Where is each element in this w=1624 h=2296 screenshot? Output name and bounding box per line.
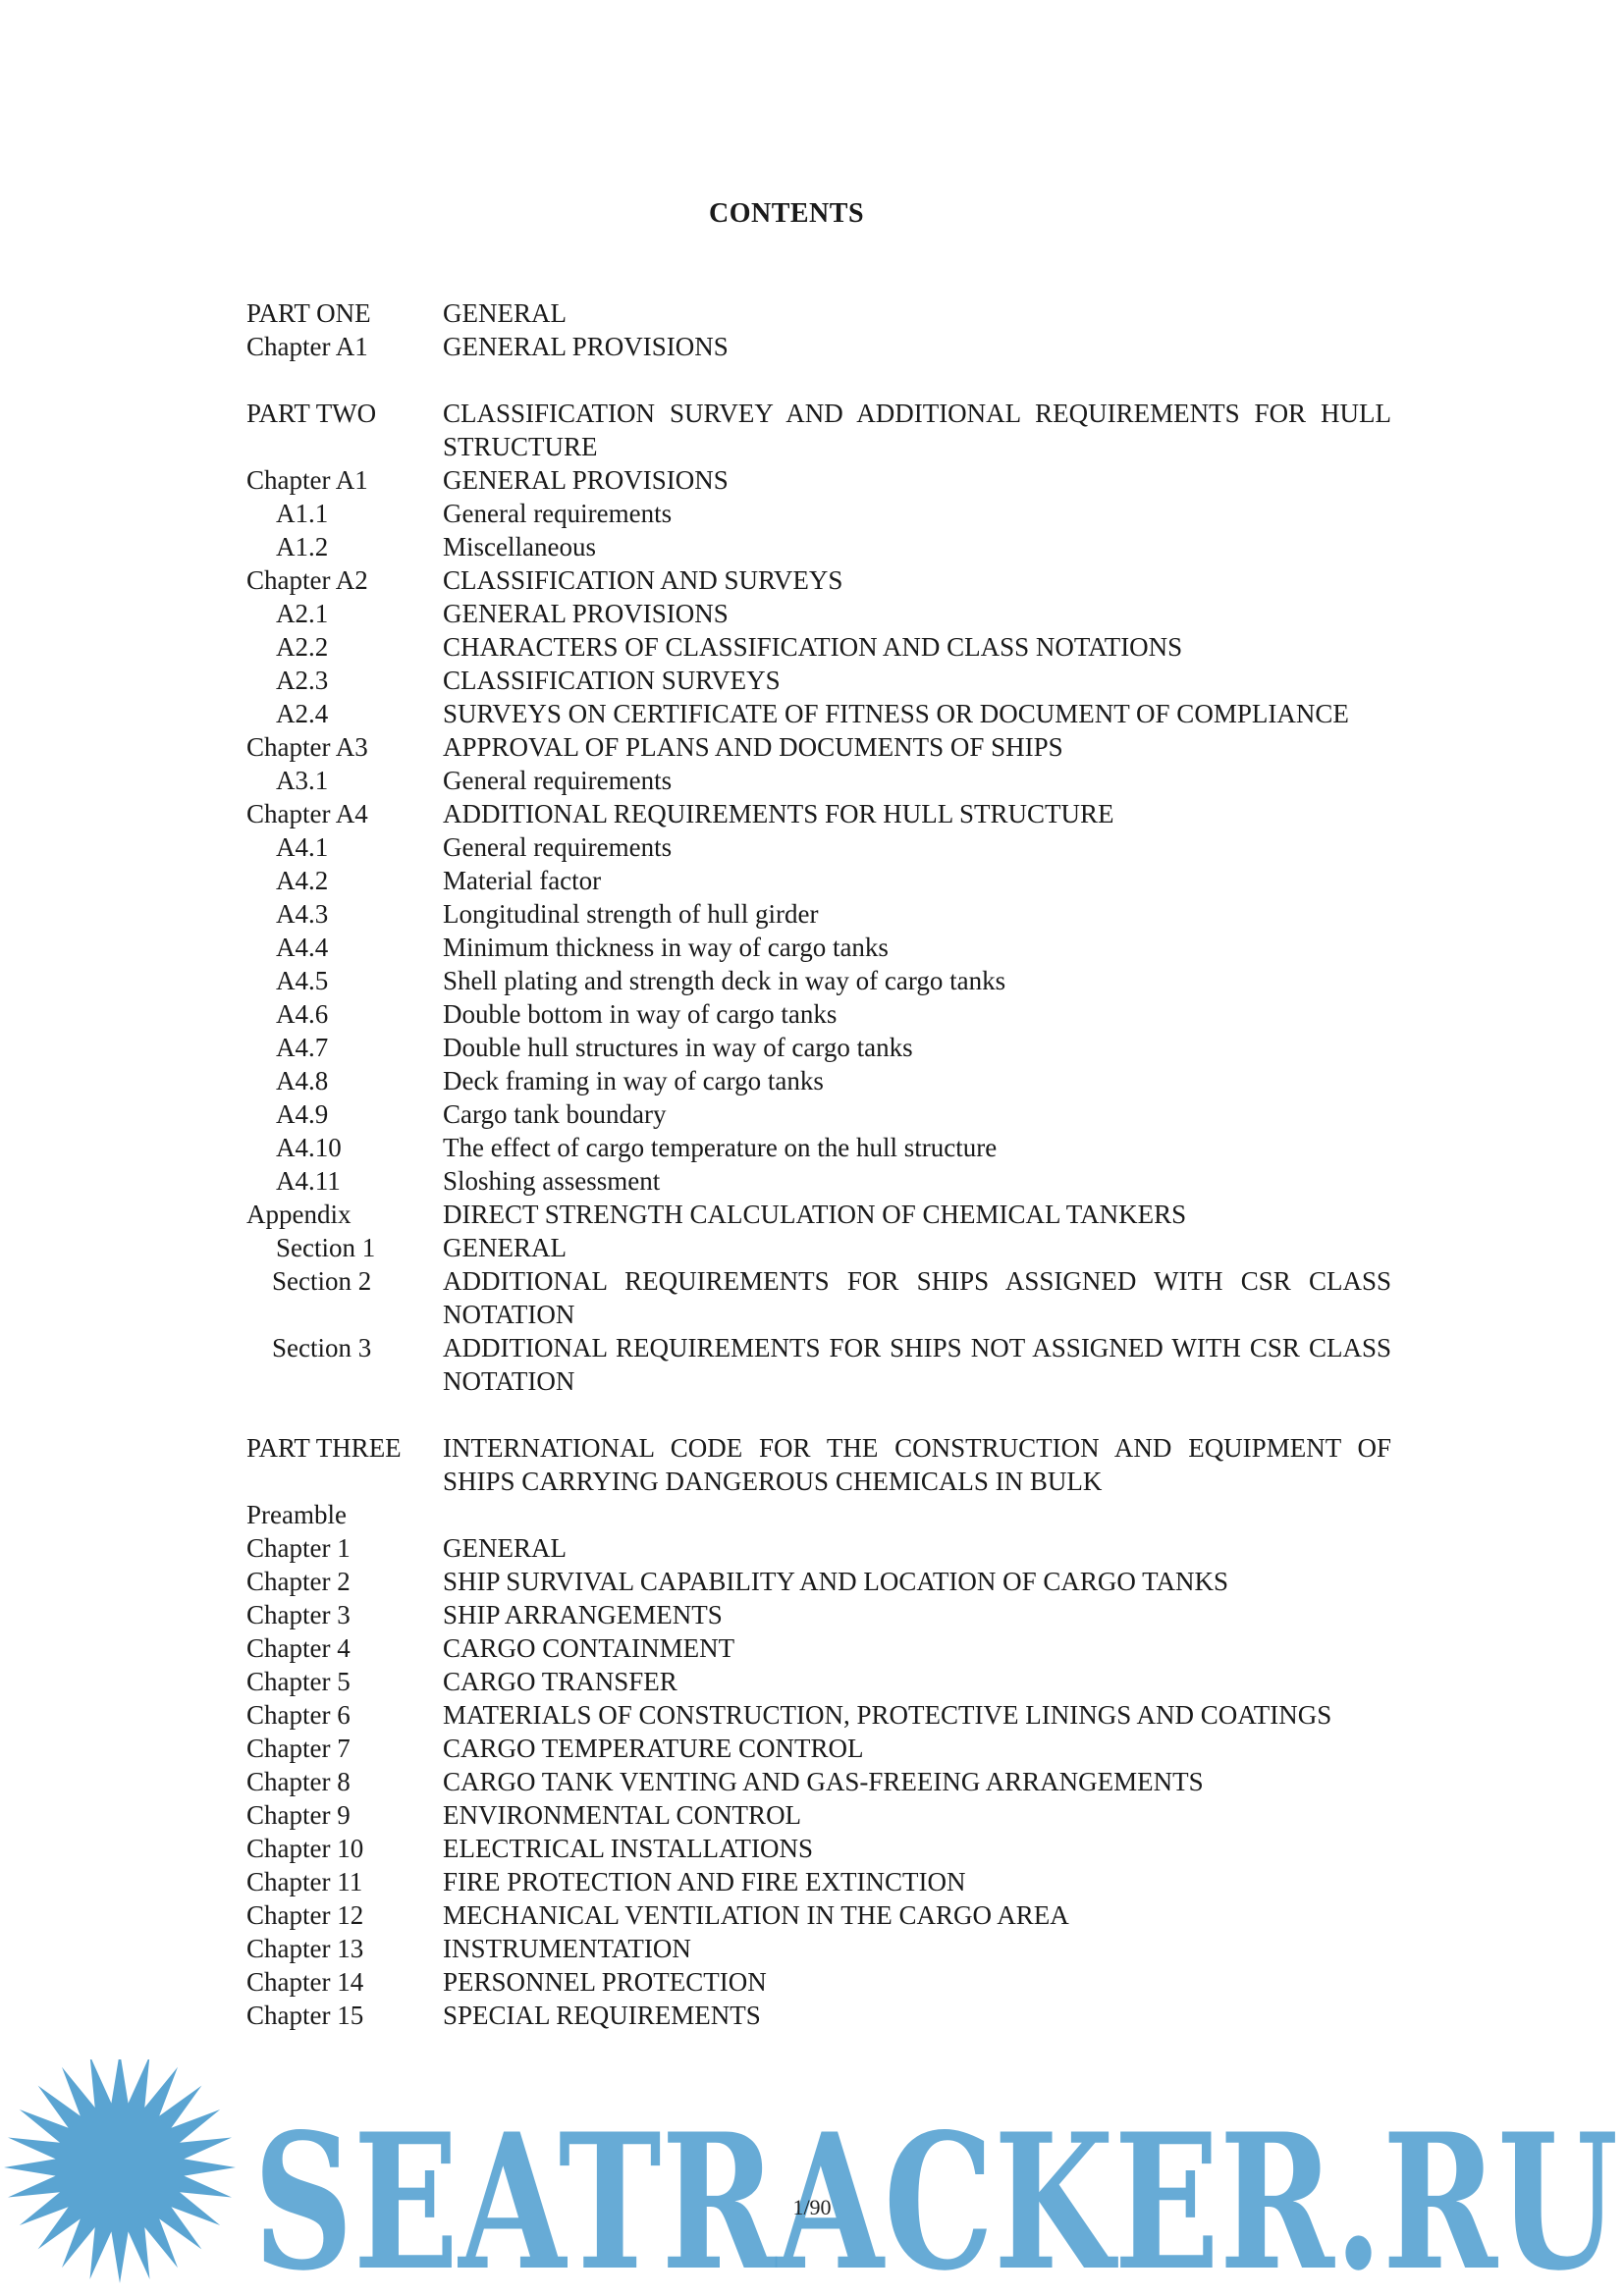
- toc-chapter: [246, 1531, 1391, 1565]
- toc-label: Chapter A4: [246, 799, 368, 828]
- toc-title: [443, 1498, 1391, 1531]
- toc-label: Chapter 11: [246, 1867, 363, 1896]
- toc-chapter: [246, 1598, 1391, 1631]
- toc-section: [246, 1264, 1391, 1331]
- toc-chapter: [246, 1698, 1391, 1732]
- toc-chapter: [246, 1932, 1391, 1965]
- toc-section: [246, 530, 1391, 563]
- sun-burst-icon: [4, 2059, 236, 2283]
- toc-title: Longitudinal strength of hull girder: [443, 899, 819, 929]
- toc-title: General requirements: [443, 499, 673, 528]
- toc-title: CARGO TANK VENTING AND GAS-FREEING ARRANGEMENTS: [443, 1767, 1204, 1796]
- toc-title: ADDITIONAL REQUIREMENTS FOR SHIPS ASSIGNED WITH CSR CLASS NOTATION: [443, 1266, 1391, 1329]
- toc-chapter: [246, 1798, 1391, 1832]
- toc-label: Chapter 4: [246, 1633, 351, 1663]
- toc-label: A2.3: [276, 666, 329, 695]
- toc-title: ADDITIONAL REQUIREMENTS FOR HULL STRUCTURE: [443, 799, 1114, 828]
- toc-label: A4.10: [276, 1133, 342, 1162]
- toc-title: Double bottom in way of cargo tanks: [443, 999, 838, 1029]
- page-title: CONTENTS: [708, 198, 865, 229]
- toc-section: [246, 1031, 1391, 1064]
- toc-label: Chapter 3: [246, 1600, 351, 1629]
- toc-section: [246, 997, 1391, 1031]
- toc-section: [246, 1231, 1391, 1264]
- toc-section: [246, 664, 1391, 697]
- toc-chapter: [246, 1732, 1391, 1765]
- toc-label: Chapter A2: [246, 565, 368, 595]
- toc-label: A4.2: [276, 866, 329, 895]
- toc-label: A2.2: [276, 632, 329, 662]
- toc-label: A4.8: [276, 1066, 329, 1095]
- toc-section: [246, 697, 1391, 730]
- toc-label: Section 2: [272, 1266, 372, 1296]
- toc-title: CLASSIFICATION SURVEYS: [443, 666, 781, 695]
- toc-title: Deck framing in way of cargo tanks: [443, 1066, 824, 1095]
- toc-label: A4.5: [276, 966, 329, 995]
- toc-chapter: [246, 1865, 1391, 1898]
- toc-label: A4.6: [276, 999, 329, 1029]
- toc-label: PART THREE: [246, 1433, 402, 1463]
- toc-section: [246, 764, 1391, 797]
- toc-section: [246, 630, 1391, 664]
- toc-label: Chapter 15: [246, 2001, 364, 2030]
- toc-title: INTERNATIONAL CODE FOR THE CONSTRUCTION AND EQUIPMENT OF SHIPS CARRYING DANGEROUS CHEMICALS IN BULK: [443, 1433, 1391, 1496]
- watermark-logo: [0, 2059, 1624, 2296]
- toc-label: A3.1: [276, 766, 329, 795]
- toc-label: PART ONE: [246, 298, 371, 328]
- toc-chapter: [246, 1832, 1391, 1865]
- toc-title: SURVEYS ON CERTIFICATE OF FITNESS OR DOCUMENT OF COMPLIANCE: [443, 699, 1349, 728]
- toc-chapter: [246, 1565, 1391, 1598]
- toc-section: [246, 1164, 1391, 1198]
- toc-label: A4.9: [276, 1099, 329, 1129]
- toc-label: A4.4: [276, 933, 329, 962]
- toc-chapter: [246, 330, 1391, 363]
- toc-label: Chapter 6: [246, 1700, 351, 1730]
- toc-label: PART TWO: [246, 399, 377, 428]
- toc-title: GENERAL PROVISIONS: [443, 465, 729, 495]
- toc-label: Chapter 7: [246, 1734, 351, 1763]
- toc-label: A1.1: [276, 499, 329, 528]
- toc-label: Chapter 8: [246, 1767, 351, 1796]
- toc-title: MECHANICAL VENTILATION IN THE CARGO AREA: [443, 1900, 1069, 1930]
- toc-section: [246, 897, 1391, 931]
- toc-section: [246, 830, 1391, 864]
- toc-label: A4.3: [276, 899, 329, 929]
- toc-label: A4.1: [276, 832, 329, 862]
- toc-title: APPROVAL OF PLANS AND DOCUMENTS OF SHIPS: [443, 732, 1063, 762]
- toc-title: SHIP SURVIVAL CAPABILITY AND LOCATION OF CARGO TANKS: [443, 1567, 1229, 1596]
- toc-title: GENERAL: [443, 1233, 567, 1262]
- toc-title: PERSONNEL PROTECTION: [443, 1967, 767, 1997]
- toc-label: Section 3: [272, 1333, 372, 1362]
- toc-label: Chapter 10: [246, 1834, 364, 1863]
- toc-part-heading: [246, 1431, 1391, 1498]
- toc-title: GENERAL: [443, 298, 567, 328]
- toc-title: Material factor: [443, 866, 602, 895]
- toc-title: SPECIAL REQUIREMENTS: [443, 2001, 761, 2030]
- toc-section: [246, 864, 1391, 897]
- toc-title: The effect of cargo temperature on the hull structure: [443, 1133, 998, 1162]
- toc-label: Appendix: [246, 1200, 352, 1229]
- toc-chapter: [246, 1999, 1391, 2032]
- page-number: 1/90: [792, 2195, 832, 2219]
- toc-chapter: [246, 730, 1391, 764]
- toc-title: ENVIRONMENTAL CONTROL: [443, 1800, 802, 1830]
- toc-label: Section 1: [276, 1233, 376, 1262]
- toc-title: INSTRUMENTATION: [443, 1934, 691, 1963]
- toc-title: ADDITIONAL REQUIREMENTS FOR SHIPS NOT ASSIGNED WITH CSR CLASS NOTATION: [443, 1333, 1391, 1396]
- toc-label: Preamble: [246, 1500, 347, 1529]
- toc-title: GENERAL PROVISIONS: [443, 332, 729, 361]
- toc-title: Cargo tank boundary: [443, 1099, 667, 1129]
- toc-label: Chapter 9: [246, 1800, 351, 1830]
- toc-title: CHARACTERS OF CLASSIFICATION AND CLASS NOTATIONS: [443, 632, 1183, 662]
- toc-chapter: [246, 1898, 1391, 1932]
- toc-section: [246, 1097, 1391, 1131]
- toc-title: CARGO TRANSFER: [443, 1667, 677, 1696]
- toc-section: [246, 1064, 1391, 1097]
- toc-label: Chapter 12: [246, 1900, 364, 1930]
- toc-label: Chapter A1: [246, 332, 368, 361]
- toc-title: CLASSIFICATION SURVEY AND ADDITIONAL REQUIREMENTS FOR HULL STRUCTURE: [443, 399, 1391, 461]
- toc-title: FIRE PROTECTION AND FIRE EXTINCTION: [443, 1867, 966, 1896]
- toc-section: [246, 1331, 1391, 1398]
- toc-label: Chapter 14: [246, 1967, 364, 1997]
- toc-title: CARGO TEMPERATURE CONTROL: [443, 1734, 864, 1763]
- toc-label: Chapter 2: [246, 1567, 351, 1596]
- toc-section: [246, 497, 1391, 530]
- toc-title: SHIP ARRANGEMENTS: [443, 1600, 723, 1629]
- toc-title: General requirements: [443, 832, 673, 862]
- toc-chapter: [246, 1965, 1391, 1999]
- toc-label: Chapter A3: [246, 732, 368, 762]
- toc-label: A2.1: [276, 599, 329, 628]
- toc-chapter: [246, 1765, 1391, 1798]
- toc-chapter: [246, 1198, 1391, 1231]
- toc-label: A4.7: [276, 1033, 329, 1062]
- toc-label: A1.2: [276, 532, 329, 561]
- toc-part-heading: [246, 397, 1391, 463]
- toc-section: [246, 931, 1391, 964]
- toc-title: CARGO CONTAINMENT: [443, 1633, 735, 1663]
- toc-title: Sloshing assessment: [443, 1166, 661, 1196]
- toc-section: [246, 1131, 1391, 1164]
- toc-title: ELECTRICAL INSTALLATIONS: [443, 1834, 814, 1863]
- toc-chapter: [246, 1665, 1391, 1698]
- toc-title: Shell plating and strength deck in way of cargo tanks: [443, 966, 1006, 995]
- toc-title: Minimum thickness in way of cargo tanks: [443, 933, 889, 962]
- toc-chapter: [246, 1498, 1391, 1531]
- toc-section: [246, 964, 1391, 997]
- watermark-text: SEATRACKER.RU: [253, 2093, 1618, 2296]
- toc-title: CLASSIFICATION AND SURVEYS: [443, 565, 843, 595]
- toc-title: GENERAL: [443, 1533, 567, 1563]
- toc-label: Chapter 5: [246, 1667, 351, 1696]
- toc-title: DIRECT STRENGTH CALCULATION OF CHEMICAL TANKERS: [443, 1200, 1187, 1229]
- toc-part-heading: [246, 296, 1391, 330]
- table-of-contents: [246, 296, 1391, 2032]
- toc-title: GENERAL PROVISIONS: [443, 599, 729, 628]
- toc-title: MATERIALS OF CONSTRUCTION, PROTECTIVE LININGS AND COATINGS: [443, 1700, 1332, 1730]
- toc-label: Chapter 13: [246, 1934, 364, 1963]
- toc-chapter: [246, 463, 1391, 497]
- toc-label: A4.11: [276, 1166, 341, 1196]
- toc-chapter: [246, 1631, 1391, 1665]
- toc-label: Chapter 1: [246, 1533, 351, 1563]
- toc-section: [246, 597, 1391, 630]
- toc-title: Miscellaneous: [443, 532, 596, 561]
- toc-label: A2.4: [276, 699, 329, 728]
- toc-chapter: [246, 797, 1391, 830]
- toc-title: General requirements: [443, 766, 673, 795]
- toc-title: Double hull structures in way of cargo tanks: [443, 1033, 913, 1062]
- toc-chapter: [246, 563, 1391, 597]
- toc-label: Chapter A1: [246, 465, 368, 495]
